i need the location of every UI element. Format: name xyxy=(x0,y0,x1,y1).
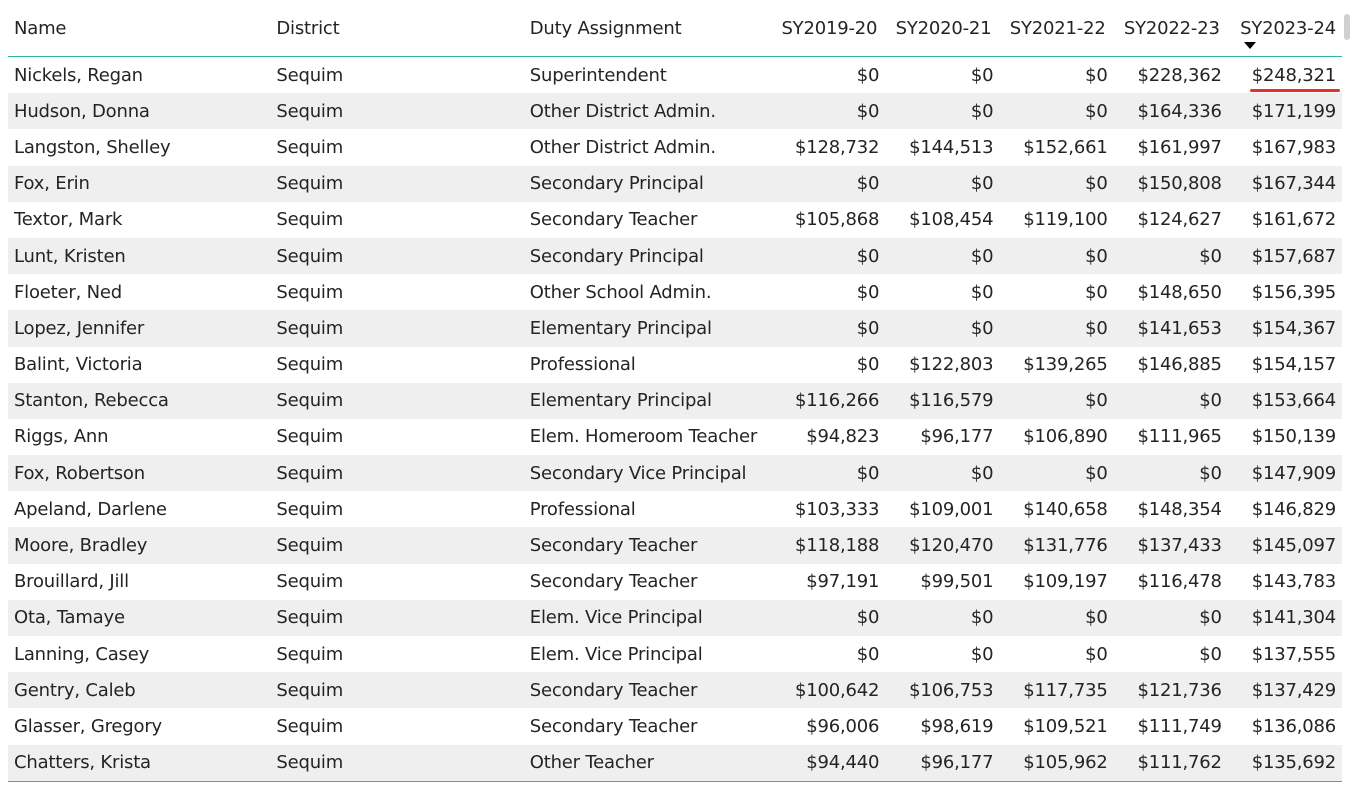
table-row[interactable] xyxy=(8,527,1342,563)
cell-sy2021-22: $105,962 xyxy=(999,745,1113,782)
column-header-sy2021-22[interactable]: SY2021-22 xyxy=(999,0,1113,57)
cell-sy2019-20: $0 xyxy=(771,600,885,636)
cell-duty-assignment: Other District Admin. xyxy=(524,93,771,129)
cell-duty-assignment: Secondary Teacher xyxy=(529,209,698,231)
cell-sy2022-23: $111,749 xyxy=(1137,715,1222,737)
cell-district: Sequim xyxy=(276,209,344,231)
cell-sy2023-24: $141,304 xyxy=(1228,600,1342,636)
cell-duty-assignment: Professional xyxy=(529,354,636,376)
header-row xyxy=(8,0,1342,57)
table-row[interactable] xyxy=(8,129,1342,165)
cell-district: Sequim xyxy=(270,310,523,346)
cell-sy2019-20: $96,006 xyxy=(806,715,880,737)
cell-duty-assignment: Secondary Teacher xyxy=(529,571,698,593)
cell-sy2023-24: $156,395 xyxy=(1251,281,1336,303)
cell-district: Sequim xyxy=(270,455,523,491)
table-row[interactable] xyxy=(8,708,1342,744)
cell-district: Sequim xyxy=(276,643,344,665)
cell-duty-assignment: Elementary Principal xyxy=(524,310,771,346)
cell-sy2019-20: $94,823 xyxy=(806,426,880,448)
table-row[interactable] xyxy=(8,419,1342,455)
table-row[interactable] xyxy=(8,274,1342,310)
cell-name: Lopez, Jennifer xyxy=(8,310,270,346)
table-row[interactable] xyxy=(8,383,1342,419)
cell-sy2022-23: $148,650 xyxy=(1137,281,1222,303)
cell-sy2020-21: $122,803 xyxy=(909,354,994,376)
cell-sy2019-20: $97,191 xyxy=(806,571,880,593)
cell-sy2020-21: $0 xyxy=(885,93,999,129)
cell-sy2019-20: $94,440 xyxy=(771,745,885,782)
cell-sy2023-24: $150,139 xyxy=(1251,426,1336,448)
cell-district: Sequim xyxy=(270,527,523,563)
cell-sy2019-20: $116,266 xyxy=(771,383,885,419)
cell-sy2020-21: $106,753 xyxy=(885,672,999,708)
cell-name: Brouillard, Jill xyxy=(14,571,129,593)
table-row[interactable] xyxy=(8,166,1342,202)
cell-duty-assignment: Secondary Principal xyxy=(524,238,771,274)
cell-sy2020-21: $0 xyxy=(970,64,994,86)
cell-sy2019-20: $0 xyxy=(771,238,885,274)
cell-district: Sequim xyxy=(270,166,523,202)
cell-name: Fox, Robertson xyxy=(8,455,270,491)
cell-sy2023-24: $171,199 xyxy=(1228,93,1342,129)
cell-name: Gentry, Caleb xyxy=(8,672,270,708)
cell-sy2020-21: $0 xyxy=(970,643,994,665)
cell-sy2020-21: $99,501 xyxy=(920,571,994,593)
salary-table xyxy=(8,0,1342,782)
highlighted-value xyxy=(1252,65,1336,86)
cell-sy2019-20: $100,642 xyxy=(771,672,885,708)
cell-sy2022-23: $161,997 xyxy=(1137,136,1222,158)
cell-sy2023-24: $167,983 xyxy=(1251,136,1336,158)
cell-district: Sequim xyxy=(276,498,344,520)
cell-sy2022-23: $150,808 xyxy=(1114,166,1228,202)
cell-sy2021-22: $0 xyxy=(999,93,1113,129)
cell-sy2023-24: $153,664 xyxy=(1228,383,1342,419)
cell-sy2021-22: $0 xyxy=(1085,64,1108,86)
table-row[interactable] xyxy=(8,564,1342,600)
cell-sy2022-23: $116,478 xyxy=(1137,571,1222,593)
cell-sy2020-21: $98,619 xyxy=(920,715,994,737)
cell-name: Apeland, Darlene xyxy=(14,498,167,520)
table-row[interactable] xyxy=(8,310,1342,346)
cell-sy2019-20: $0 xyxy=(856,281,880,303)
cell-name: Floeter, Ned xyxy=(14,281,122,303)
cell-duty-assignment: Secondary Principal xyxy=(524,166,771,202)
cell-sy2023-24 xyxy=(1228,57,1342,94)
table-row[interactable] xyxy=(8,745,1342,782)
table-row[interactable] xyxy=(8,600,1342,636)
cell-sy2021-22: $119,100 xyxy=(1023,209,1108,231)
cell-district: Sequim xyxy=(276,426,344,448)
cell-name: Stanton, Rebecca xyxy=(8,383,270,419)
cell-sy2019-20: $103,333 xyxy=(794,498,880,520)
cell-sy2020-21: $0 xyxy=(885,455,999,491)
table-row[interactable] xyxy=(8,202,1342,238)
cell-duty-assignment: Elementary Principal xyxy=(524,383,771,419)
cell-sy2023-24: $137,555 xyxy=(1251,643,1336,665)
cell-sy2021-22: $109,521 xyxy=(1023,715,1108,737)
column-header-sy2023-24-label: SY2023-24 xyxy=(1240,17,1336,39)
cell-sy2020-21: $0 xyxy=(885,166,999,202)
cell-sy2019-20: $0 xyxy=(856,64,880,86)
cell-sy2022-23: $148,354 xyxy=(1137,498,1222,520)
cell-district: Sequim xyxy=(276,571,344,593)
table-row[interactable] xyxy=(8,455,1342,491)
column-header-name[interactable]: Name xyxy=(8,0,270,57)
cell-district: Sequim xyxy=(276,136,344,158)
cell-sy2023-24: $167,344 xyxy=(1228,166,1342,202)
cell-sy2020-21: $0 xyxy=(970,281,994,303)
cell-sy2023-24: $136,086 xyxy=(1251,715,1336,737)
cell-sy2021-22: $106,890 xyxy=(1023,426,1108,448)
cell-duty-assignment: Elem. Homeroom Teacher xyxy=(529,426,758,448)
cell-sy2023-24: $147,909 xyxy=(1228,455,1342,491)
cell-name: Nickels, Regan xyxy=(14,64,143,86)
salary-table-container xyxy=(8,0,1342,782)
cell-name: Ota, Tamaye xyxy=(8,600,270,636)
table-body xyxy=(8,57,1342,782)
cell-duty-assignment: Elem. Vice Principal xyxy=(529,643,703,665)
cell-sy2021-22: $131,776 xyxy=(999,527,1113,563)
cell-name: Glasser, Gregory xyxy=(14,715,162,737)
cell-sy2019-20: $118,188 xyxy=(771,527,885,563)
table-row[interactable] xyxy=(8,491,1342,527)
cell-name: Textor, Mark xyxy=(14,209,123,231)
table-row[interactable] xyxy=(8,57,1342,94)
column-header-sy2022-23[interactable]: SY2022-23 xyxy=(1114,0,1228,57)
cell-duty-assignment: Elem. Vice Principal xyxy=(524,600,771,636)
cell-sy2019-20: $128,732 xyxy=(794,136,880,158)
cell-name: Hudson, Donna xyxy=(8,93,270,129)
cell-sy2023-24: $154,367 xyxy=(1228,310,1342,346)
cell-sy2022-23: $0 xyxy=(1114,600,1228,636)
cell-district: Sequim xyxy=(270,238,523,274)
cell-name: Fox, Erin xyxy=(8,166,270,202)
cell-sy2022-23: $111,762 xyxy=(1114,745,1228,782)
cell-sy2020-21: $144,513 xyxy=(909,136,994,158)
cell-sy2021-22: $109,197 xyxy=(1023,571,1108,593)
cell-sy2023-24: $137,429 xyxy=(1228,672,1342,708)
cell-name: Chatters, Krista xyxy=(8,745,270,782)
cell-sy2022-23: $0 xyxy=(1114,238,1228,274)
cell-duty-assignment: Other Teacher xyxy=(524,745,771,782)
column-header-sy2019-20[interactable]: SY2019-20 xyxy=(771,0,885,57)
cell-sy2022-23: $137,433 xyxy=(1114,527,1228,563)
cell-sy2019-20: $0 xyxy=(856,354,880,376)
cell-sy2019-20: $0 xyxy=(771,93,885,129)
column-header-sy2023-24[interactable] xyxy=(1228,0,1342,57)
cell-sy2023-24: $157,687 xyxy=(1228,238,1342,274)
cell-duty-assignment: Secondary Teacher xyxy=(524,527,771,563)
cell-sy2021-22: $0 xyxy=(999,238,1113,274)
cell-name: Riggs, Ann xyxy=(14,426,109,448)
cell-duty-assignment: Professional xyxy=(529,498,636,520)
column-header-duty-assignment[interactable]: Duty Assignment xyxy=(524,0,771,57)
cell-sy2019-20: $0 xyxy=(771,310,885,346)
cell-duty-assignment: Other District Admin. xyxy=(529,136,716,158)
cell-duty-assignment: Secondary Teacher xyxy=(524,672,771,708)
cell-sy2022-23: $146,885 xyxy=(1137,354,1222,376)
cell-sy2023-24: $145,097 xyxy=(1228,527,1342,563)
red-underline-annotation xyxy=(1250,89,1340,92)
cell-district: Sequim xyxy=(270,672,523,708)
cell-district: Sequim xyxy=(276,64,344,86)
cell-district: Sequim xyxy=(276,354,344,376)
cell-sy2019-20: $0 xyxy=(856,643,880,665)
cell-name: Lunt, Kristen xyxy=(8,238,270,274)
sort-descending-icon[interactable] xyxy=(1244,42,1256,49)
cell-sy2022-23: $111,965 xyxy=(1137,426,1222,448)
cell-sy2022-23: $124,627 xyxy=(1137,209,1222,231)
cell-sy2022-23: $121,736 xyxy=(1114,672,1228,708)
cell-sy2020-21: $0 xyxy=(885,600,999,636)
column-header-sy2020-21[interactable]: SY2020-21 xyxy=(885,0,999,57)
cell-sy2022-23: $228,362 xyxy=(1137,64,1222,86)
cell-name: Lanning, Casey xyxy=(14,643,150,665)
cell-sy2022-23: $164,336 xyxy=(1114,93,1228,129)
cell-sy2021-22: $0 xyxy=(1085,643,1108,665)
cell-duty-assignment: Other School Admin. xyxy=(529,281,712,303)
cell-sy2023-24: $135,692 xyxy=(1228,745,1342,782)
table-row[interactable] xyxy=(8,93,1342,129)
cell-sy2020-21: $96,177 xyxy=(920,426,994,448)
cell-district: Sequim xyxy=(276,281,344,303)
cell-sy2021-22: $139,265 xyxy=(1023,354,1108,376)
cell-sy2021-22: $117,735 xyxy=(999,672,1113,708)
cell-sy2021-22: $0 xyxy=(999,600,1113,636)
vertical-scrollbar-thumb[interactable] xyxy=(1344,14,1350,40)
cell-sy2020-21: $116,579 xyxy=(885,383,999,419)
cell-duty-assignment: Superintendent xyxy=(529,64,667,86)
cell-sy2022-23: $0 xyxy=(1114,455,1228,491)
table-row[interactable] xyxy=(8,347,1342,383)
cell-sy2020-21: $96,177 xyxy=(885,745,999,782)
cell-district: Sequim xyxy=(270,745,523,782)
cell-sy2021-22: $0 xyxy=(999,310,1113,346)
table-row[interactable] xyxy=(8,672,1342,708)
cell-sy2020-21: $0 xyxy=(885,310,999,346)
cell-sy2022-23: $141,653 xyxy=(1114,310,1228,346)
highlighted-value-text: $248,321 xyxy=(1251,64,1336,86)
cell-sy2021-22: $0 xyxy=(999,166,1113,202)
cell-sy2022-23: $0 xyxy=(1114,383,1228,419)
cell-sy2023-24: $146,829 xyxy=(1251,498,1336,520)
cell-sy2023-24: $161,672 xyxy=(1251,209,1336,231)
column-header-district[interactable]: District xyxy=(270,0,523,57)
cell-name: Moore, Bradley xyxy=(8,527,270,563)
cell-sy2021-22: $152,661 xyxy=(1023,136,1108,158)
cell-sy2021-22: $0 xyxy=(1085,281,1108,303)
cell-sy2020-21: $108,454 xyxy=(909,209,994,231)
cell-district: Sequim xyxy=(270,383,523,419)
cell-sy2020-21: $120,470 xyxy=(885,527,999,563)
cell-duty-assignment: Secondary Teacher xyxy=(529,715,698,737)
cell-sy2021-22: $0 xyxy=(999,455,1113,491)
cell-duty-assignment: Secondary Vice Principal xyxy=(524,455,771,491)
table-row[interactable] xyxy=(8,636,1342,672)
cell-district: Sequim xyxy=(276,715,344,737)
cell-sy2020-21: $109,001 xyxy=(909,498,994,520)
cell-sy2023-24: $154,157 xyxy=(1251,354,1336,376)
table-row[interactable] xyxy=(8,238,1342,274)
table-header xyxy=(8,0,1342,57)
cell-name: Langston, Shelley xyxy=(14,136,171,158)
cell-sy2021-22: $140,658 xyxy=(1023,498,1108,520)
cell-sy2019-20: $105,868 xyxy=(794,209,880,231)
cell-sy2020-21: $0 xyxy=(885,238,999,274)
cell-district: Sequim xyxy=(270,93,523,129)
cell-sy2019-20: $0 xyxy=(771,166,885,202)
cell-name: Balint, Victoria xyxy=(14,354,143,376)
cell-sy2023-24: $143,783 xyxy=(1251,571,1336,593)
cell-district: Sequim xyxy=(270,600,523,636)
cell-sy2021-22: $0 xyxy=(999,383,1113,419)
cell-sy2019-20: $0 xyxy=(771,455,885,491)
cell-sy2022-23: $0 xyxy=(1199,643,1222,665)
